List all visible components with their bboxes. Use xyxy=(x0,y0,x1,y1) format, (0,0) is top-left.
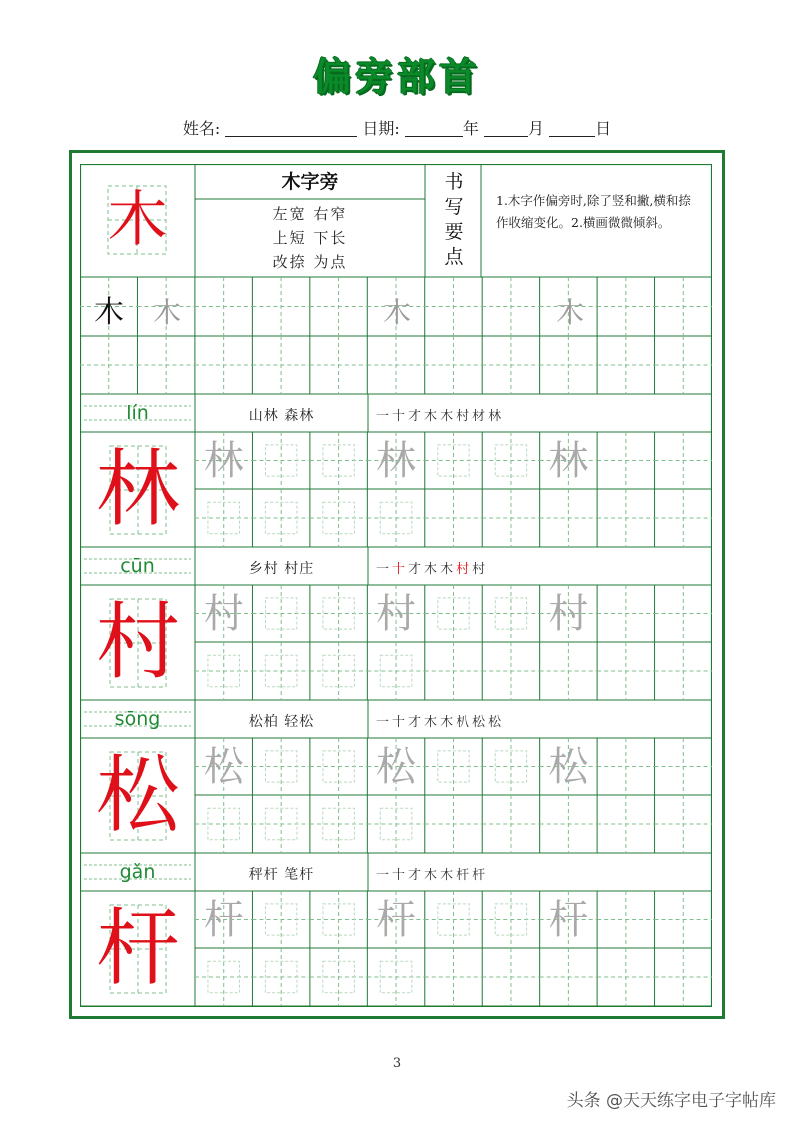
stroke-step: 一 xyxy=(376,715,393,730)
name-field[interactable] xyxy=(225,120,357,137)
writing-note: 1.木字作偏旁时,除了竖和撇,横和捺作收缩变化。2.横画微微倾斜。 xyxy=(496,193,691,230)
student-info-line xyxy=(0,116,794,139)
stroke-step: 木 xyxy=(440,409,457,424)
year-label: 年 xyxy=(462,119,479,138)
trace-character: 村 xyxy=(548,591,589,637)
month-field[interactable] xyxy=(484,120,528,137)
trace-character: 松 xyxy=(548,744,589,790)
stroke-step: 材 xyxy=(472,409,489,424)
stroke-step: 杆 xyxy=(472,868,489,883)
stroke-step: 朳 xyxy=(456,715,473,730)
rule-2: 上短 下长 xyxy=(272,229,348,247)
stroke-step: 一 xyxy=(376,409,393,424)
stroke-step: 一 xyxy=(376,562,393,577)
example-words: 乡村 村庄 xyxy=(248,561,315,577)
example-words: 山林 森林 xyxy=(248,408,315,424)
trace-character: 松 xyxy=(376,744,417,790)
stroke-step: 才 xyxy=(408,562,425,577)
trace-character: 松 xyxy=(203,744,244,790)
example-words: 松柏 轻松 xyxy=(248,714,315,730)
year-field[interactable] xyxy=(405,120,463,137)
trace-character: 杆 xyxy=(548,897,589,943)
stroke-order xyxy=(376,864,706,883)
radical-model: 木 xyxy=(107,185,168,255)
radical-trace-2: 木 xyxy=(382,296,411,329)
pinyin-label: gǎn xyxy=(119,861,156,883)
radical-trace-3: 木 xyxy=(555,296,584,329)
month-label: 月 xyxy=(528,119,545,138)
stroke-step: 木 xyxy=(440,715,457,730)
stroke-step: 木 xyxy=(424,409,441,424)
practice-sheet xyxy=(80,164,712,1007)
stroke-step: 村 xyxy=(456,409,473,424)
stroke-step: 十 xyxy=(392,715,409,730)
page-number: 3 xyxy=(392,1056,402,1071)
date-label: 日期: xyxy=(362,119,400,138)
stroke-step: 木 xyxy=(424,562,441,577)
stroke-order xyxy=(376,405,706,424)
trace-character: 杆 xyxy=(376,897,417,943)
writing-points-label: 书写要点 xyxy=(444,171,464,268)
stroke-step: 杆 xyxy=(456,868,473,883)
stroke-step: 才 xyxy=(408,409,425,424)
stroke-step: 才 xyxy=(408,715,425,730)
pinyin-label: sōng xyxy=(114,708,161,730)
radical-title: 木字旁 xyxy=(281,171,339,193)
stroke-step: 木 xyxy=(440,562,457,577)
stroke-step: 才 xyxy=(408,868,425,883)
pinyin-label: cūn xyxy=(120,555,155,577)
stroke-step: 林 xyxy=(488,409,505,424)
stroke-step: 木 xyxy=(440,868,457,883)
trace-character: 林 xyxy=(376,438,417,484)
stroke-step: 松 xyxy=(472,715,489,730)
stroke-step: 十 xyxy=(392,868,409,883)
stroke-step: 木 xyxy=(424,715,441,730)
trace-character: 村 xyxy=(376,591,417,637)
stroke-step: 木 xyxy=(424,868,441,883)
watermark: 头条 @天天练字电子字帖库 xyxy=(566,1091,776,1111)
example-words: 秤杆 笔杆 xyxy=(248,867,315,883)
rule-3: 改捺 为点 xyxy=(272,253,348,271)
stroke-order xyxy=(376,558,706,577)
day-label: 日 xyxy=(595,119,612,138)
trace-character: 村 xyxy=(203,591,244,637)
stroke-step: 一 xyxy=(376,868,393,883)
model-character: 松 xyxy=(95,746,180,844)
rule-1: 左宽 右窄 xyxy=(272,205,348,223)
page-title: 偏旁部首 xyxy=(312,55,481,99)
radical-trace-1: 木 xyxy=(152,296,181,329)
stroke-step: 十 xyxy=(392,409,409,424)
model-character: 杆 xyxy=(95,899,180,997)
model-character: 村 xyxy=(95,593,180,691)
stroke-step: 村 xyxy=(472,562,489,577)
stroke-step: 松 xyxy=(488,715,505,730)
trace-character: 杆 xyxy=(203,897,244,943)
stroke-order xyxy=(376,711,706,730)
radical-practice-model: 木 xyxy=(94,295,124,330)
trace-character: 林 xyxy=(203,438,244,484)
stroke-step: 村 xyxy=(456,562,473,577)
day-field[interactable] xyxy=(549,120,595,137)
model-character: 林 xyxy=(95,440,180,538)
stroke-step: 十 xyxy=(392,562,409,577)
pinyin-label: lín xyxy=(126,402,149,424)
name-label: 姓名: xyxy=(182,119,221,138)
trace-character: 林 xyxy=(548,438,589,484)
